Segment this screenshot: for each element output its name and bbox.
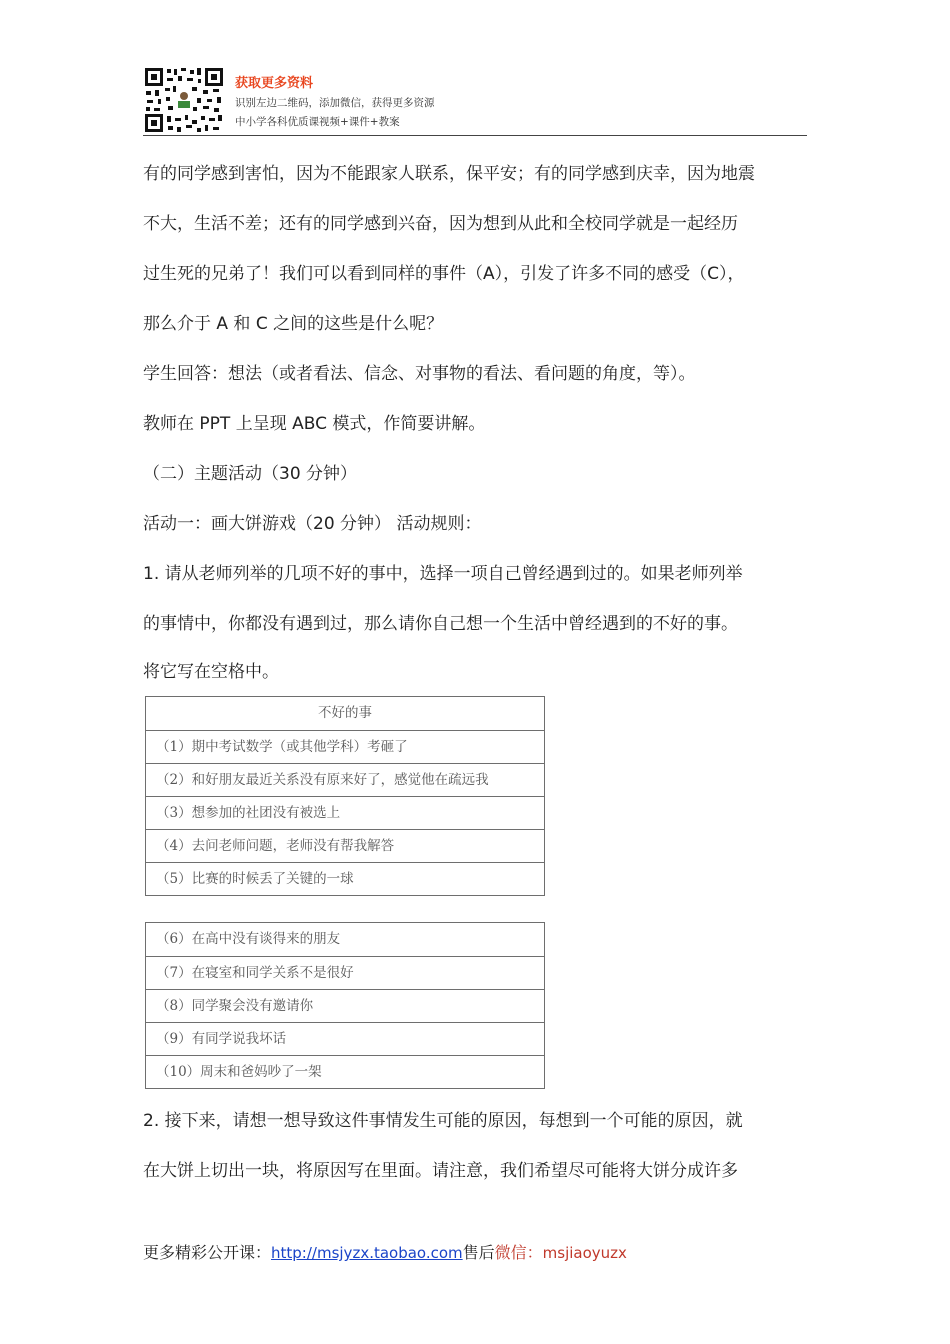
table-row: （4）去问老师问题，老师没有帮我解答	[146, 829, 544, 862]
body-line-13: 在大饼上切出一块，将原因写在里面。请注意，我们希望尽可能将大饼分成许多	[143, 1161, 738, 1181]
header-subtitle-1: 识别左边二维码，添加微信，获得更多资源	[235, 97, 435, 109]
header-title: 获取更多资料	[235, 76, 314, 91]
body-line-4: 那么介于 A 和 C 之间的这些是什么呢？	[143, 314, 444, 334]
activity-heading: 活动一：画大饼游戏（20 分钟） 活动规则：	[143, 514, 482, 534]
body-line-1: 有的同学感到害怕，因为不能跟家人联系，保平安；有的同学感到庆幸，因为地震	[143, 164, 755, 184]
footer-after-sale: 售后	[462, 1243, 495, 1262]
body-line-9: 1. 请从老师列举的几项不好的事中，选择一项自己曾经遇到过的。如果老师列举	[143, 564, 743, 584]
section-heading: （二）主题活动（30 分钟）	[143, 464, 358, 484]
table-row: （10）周末和爸妈吵了一架	[146, 1055, 544, 1088]
footer-shop-link[interactable]: http://msjyzx.taobao.com	[271, 1244, 463, 1262]
table-row: （1）期中考试数学（或其他学科）考砸了	[146, 730, 544, 763]
body-line-5: 学生回答：想法（或者看法、信念、对事物的看法、看问题的角度，等）。	[143, 364, 696, 384]
footer-wechat-label: 微信：	[494, 1243, 543, 1262]
table-row: （8）同学聚会没有邀请你	[146, 989, 544, 1022]
table-row: （9）有同学说我坏话	[146, 1022, 544, 1055]
table-row: （5）比赛的时候丢了关键的一球	[146, 862, 544, 895]
page-footer	[143, 1240, 627, 1263]
table-row: （3）想参加的社团没有被选上	[146, 796, 544, 829]
body-line-2: 不大，生活不差；还有的同学感到兴奋，因为想到从此和全校同学就是一起经历	[143, 214, 738, 234]
body-line-3: 过生死的兄弟了！我们可以看到同样的事件（A），引发了许多不同的感受（C），	[143, 264, 745, 284]
footer-prefix: 更多精彩公开课：	[143, 1243, 272, 1262]
body-line-11: 将它写在空格中。	[143, 662, 279, 682]
table-header: 不好的事	[318, 705, 372, 721]
footer-wechat-id: msjiaoyuzx	[542, 1244, 627, 1262]
body-line-12: 2. 接下来，请想一想导致这件事情发生可能的原因，每想到一个可能的原因，就	[143, 1111, 743, 1131]
table-row: （2）和好朋友最近关系没有原来好了，感觉他在疏远我	[146, 763, 544, 796]
qr-code-icon	[143, 66, 225, 134]
page-header	[143, 66, 807, 136]
bad-events-table-2	[145, 922, 545, 1089]
body-line-6: 教师在 PPT 上呈现 ABC 模式，作简要讲解。	[143, 414, 486, 434]
bad-events-table-1	[145, 696, 545, 896]
header-subtitle-2: 中小学各科优质课视频+课件+教案	[235, 116, 400, 128]
table-row: （7）在寝室和同学关系不是很好	[146, 956, 544, 989]
table-row: （6）在高中没有谈得来的朋友	[156, 931, 341, 947]
body-line-10: 的事情中，你都没有遇到过，那么请你自己想一个生活中曾经遇到的不好的事。	[143, 614, 738, 634]
header-divider	[143, 135, 807, 136]
